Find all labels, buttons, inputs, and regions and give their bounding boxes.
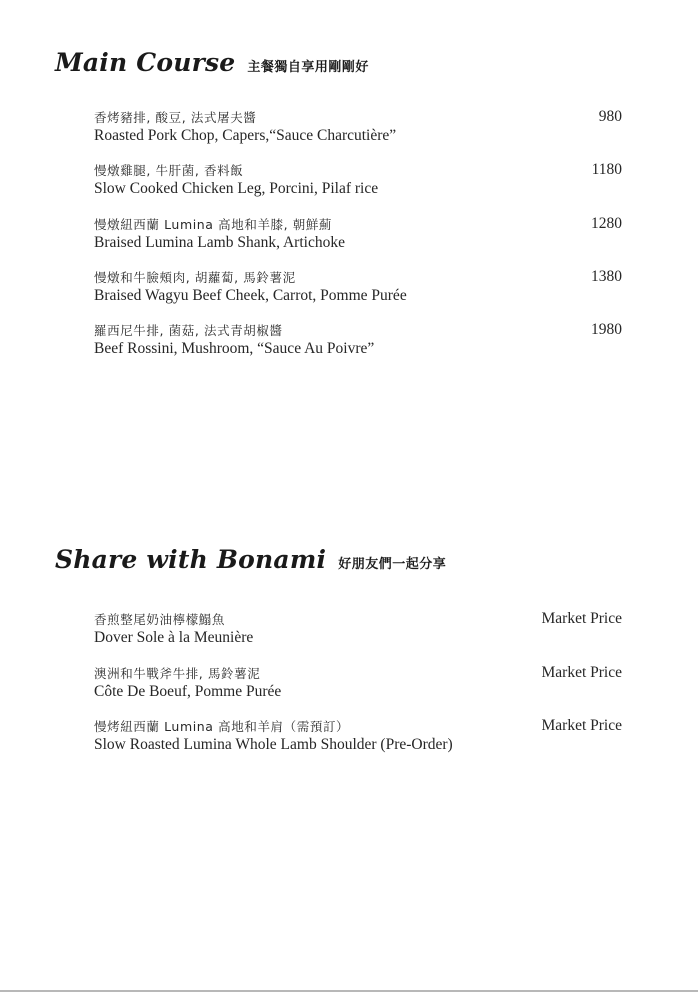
menu-item — [94, 610, 624, 654]
section-subtitle: 好朋友們一起分享 — [338, 557, 447, 572]
item-name-zh: 慢燉雞腿, 牛肝菌, 香料飯 — [94, 163, 244, 178]
item-name-en: Slow Roasted Lumina Whole Lamb Shoulder (Pre-Order) — [94, 736, 453, 753]
menu-item — [94, 161, 624, 205]
item-price: Market Price — [541, 664, 622, 681]
item-price: Market Price — [541, 610, 622, 627]
item-price: 980 — [598, 108, 622, 125]
item-price: 1380 — [591, 268, 622, 285]
item-name-en: Slow Cooked Chicken Leg, Porcini, Pilaf rice — [94, 180, 379, 197]
item-name-en: Beef Rossini, Mushroom, “Sauce Au Poivre” — [94, 340, 375, 357]
menu-item — [94, 215, 624, 259]
menu-item — [94, 268, 624, 312]
item-name-zh: 慢燉和牛臉頰肉, 胡蘿蔔, 馬鈴薯泥 — [94, 270, 296, 285]
section-header-main-course — [55, 48, 369, 77]
item-name-zh: 香煎整尾奶油檸檬鰨魚 — [94, 612, 226, 627]
item-name-en: Braised Lumina Lamb Shank, Artichoke — [94, 234, 345, 251]
menu-item — [94, 321, 624, 365]
menu-item — [94, 717, 624, 761]
menu-item — [94, 664, 624, 708]
item-price: Market Price — [541, 717, 622, 734]
item-name-en: Dover Sole à la Meunière — [94, 629, 254, 646]
section-subtitle: 主餐獨自享用剛剛好 — [247, 60, 369, 75]
item-name-zh: 香烤豬排, 酸豆, 法式屠夫醬 — [94, 110, 257, 125]
item-name-zh: 慢烤紐西蘭 Lumina 高地和羊肩（需預訂） — [94, 719, 350, 734]
item-name-en: Roasted Pork Chop, Capers,“Sauce Charcutière” — [94, 127, 397, 144]
item-name-en: Braised Wagyu Beef Cheek, Carrot, Pomme Purée — [94, 287, 407, 304]
section-title: Share with Bonami — [55, 545, 327, 574]
item-price: 1980 — [591, 321, 622, 338]
item-price: 1280 — [591, 215, 622, 232]
item-name-en: Côte De Boeuf, Pomme Purée — [94, 683, 282, 700]
menu-item — [94, 108, 624, 152]
section-header-share-with-bonami — [55, 545, 446, 574]
section-title: Main Course — [55, 48, 236, 77]
item-name-zh: 慢燉紐西蘭 Lumina 高地和羊膝, 朝鮮薊 — [94, 217, 333, 232]
item-name-zh: 羅西尼牛排, 菌菇, 法式青胡椒醬 — [94, 323, 283, 338]
item-name-zh: 澳洲和牛戰斧牛排, 馬鈴薯泥 — [94, 666, 261, 681]
item-price: 1180 — [591, 161, 622, 178]
